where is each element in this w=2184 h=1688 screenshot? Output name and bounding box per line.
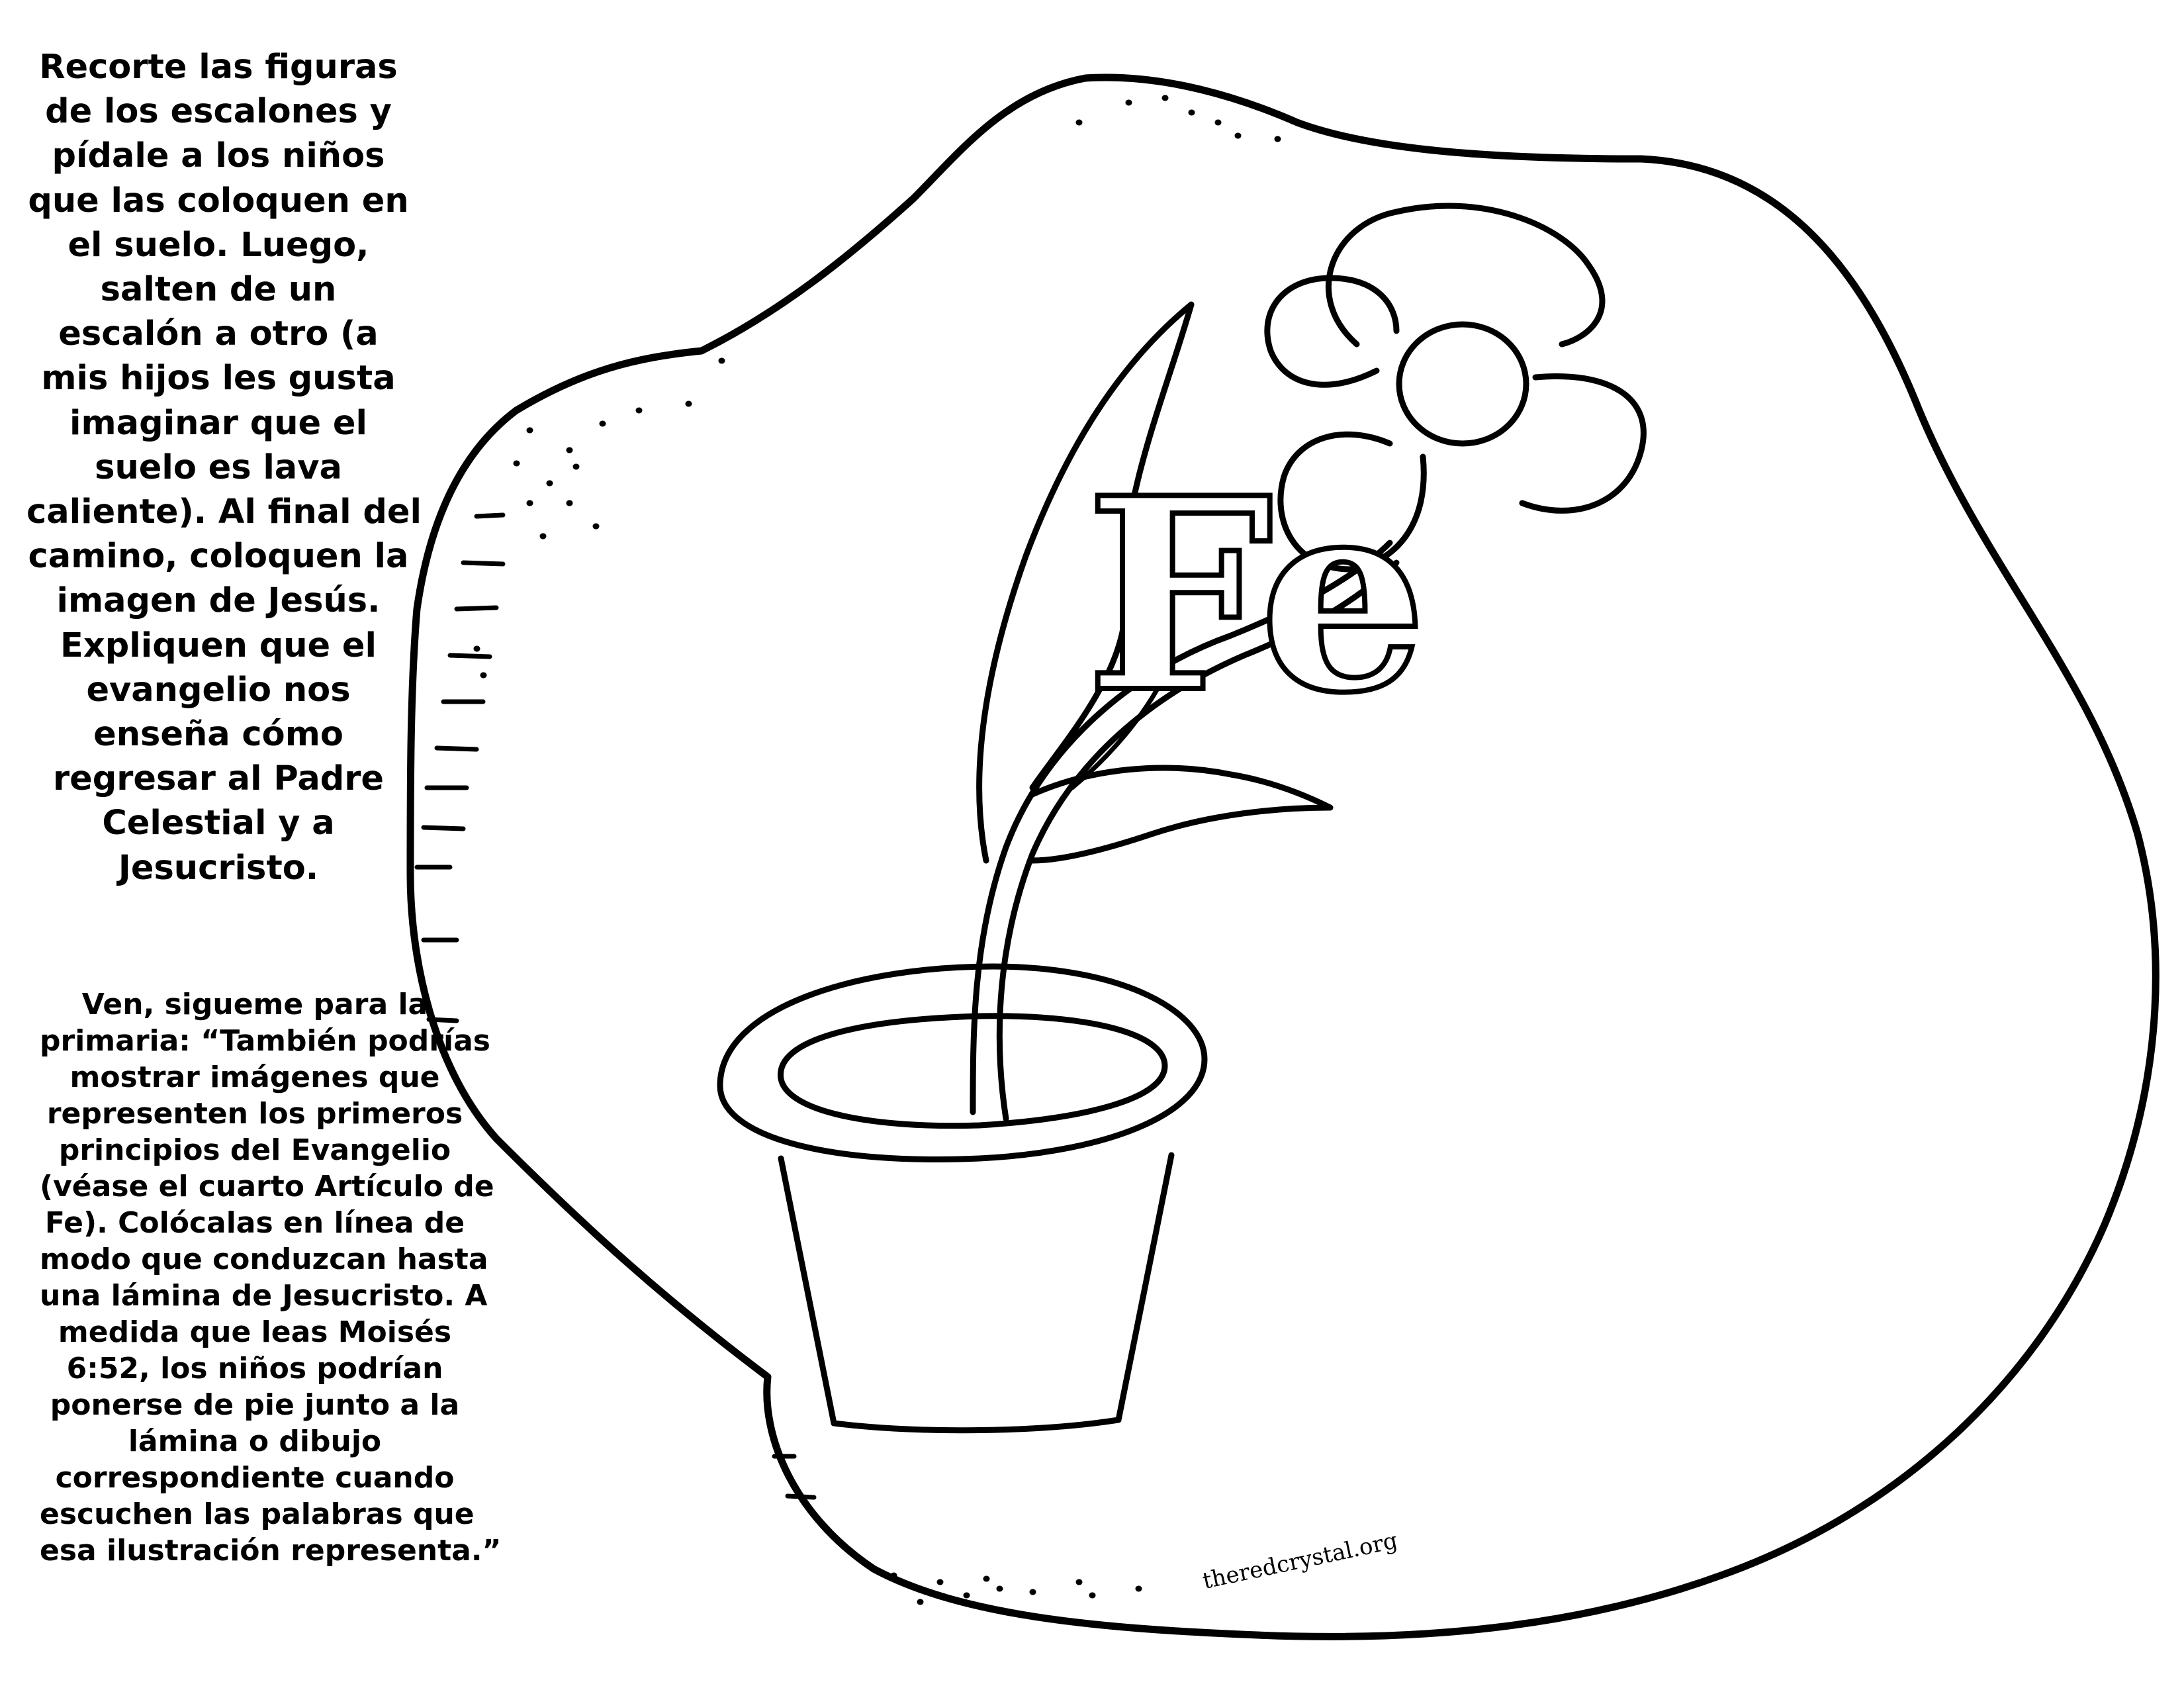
quote-line: lámina o dibujo bbox=[128, 1425, 382, 1458]
quote-line: representen los primeros bbox=[46, 1097, 463, 1131]
pot-body bbox=[781, 1155, 1171, 1430]
quote-line: correspondiente cuando bbox=[55, 1461, 455, 1495]
instructions-line: imagen de Jesús. bbox=[56, 581, 381, 621]
instructions-line: caliente). Al final del bbox=[26, 492, 422, 532]
instructions-line: mis hijos les gusta bbox=[41, 359, 396, 399]
pot-rim-outer bbox=[720, 966, 1205, 1160]
flower-center bbox=[1399, 324, 1526, 444]
instructions-line: Jesucristo. bbox=[118, 848, 319, 888]
instructions-line: salten de un bbox=[100, 270, 337, 310]
instructions-line: Recorte las figuras bbox=[39, 48, 398, 87]
site-credit: theredcrystal.org bbox=[1200, 1527, 1400, 1595]
petal-right bbox=[1522, 376, 1643, 510]
quote-line: una lámina de Jesucristo. A bbox=[40, 1279, 488, 1313]
instructions-line: pídale a los niños bbox=[52, 136, 385, 176]
stone-texture-dots bbox=[477, 98, 1278, 1602]
fe-word: Fe bbox=[1085, 440, 1428, 751]
instructions-line: camino, coloquen la bbox=[28, 537, 409, 577]
quote-line: principios del Evangelio bbox=[58, 1133, 451, 1167]
instructions-line: evangelio nos bbox=[86, 670, 351, 710]
quote-line: modo que conduzcan hasta bbox=[40, 1243, 488, 1276]
quote-line: mostrar imágenes que bbox=[69, 1060, 440, 1094]
quote-line: ponerse de pie junto a la bbox=[50, 1388, 460, 1422]
instructions-line: Expliquen que el bbox=[60, 626, 377, 665]
stone-texture-dashes bbox=[417, 515, 814, 1497]
quote-line: primaria: “También podrías bbox=[40, 1024, 490, 1058]
quote-line: Ven, sigueme para la bbox=[81, 988, 428, 1021]
instructions-line: imaginar que el bbox=[69, 403, 367, 443]
quote-line: esa ilustración representa.” bbox=[40, 1534, 502, 1568]
quote-line: Fe). Colócalas en línea de bbox=[44, 1206, 465, 1240]
quote-line: 6:52, los niños podrían bbox=[66, 1352, 443, 1385]
stepping-stone-outline bbox=[410, 77, 2156, 1636]
quote-line: medida que leas Moisés bbox=[58, 1315, 452, 1349]
quote-line: (véase el cuarto Artículo de bbox=[40, 1170, 494, 1203]
instructions-line: suelo es lava bbox=[95, 447, 342, 487]
instructions-line: de los escalones y bbox=[45, 92, 392, 132]
instructions-line: enseña cómo bbox=[93, 715, 343, 755]
quote-line: escuchen las palabras que bbox=[40, 1497, 475, 1531]
instructions-line: que las coloquen en bbox=[28, 181, 409, 220]
instructions-line: regresar al Padre bbox=[53, 759, 384, 799]
instructions-line: el suelo. Luego, bbox=[68, 225, 369, 265]
instructions-line: Celestial y a bbox=[102, 804, 335, 843]
instructions-line: escalón a otro (a bbox=[58, 314, 379, 354]
flower-pot-icon bbox=[720, 966, 1205, 1430]
